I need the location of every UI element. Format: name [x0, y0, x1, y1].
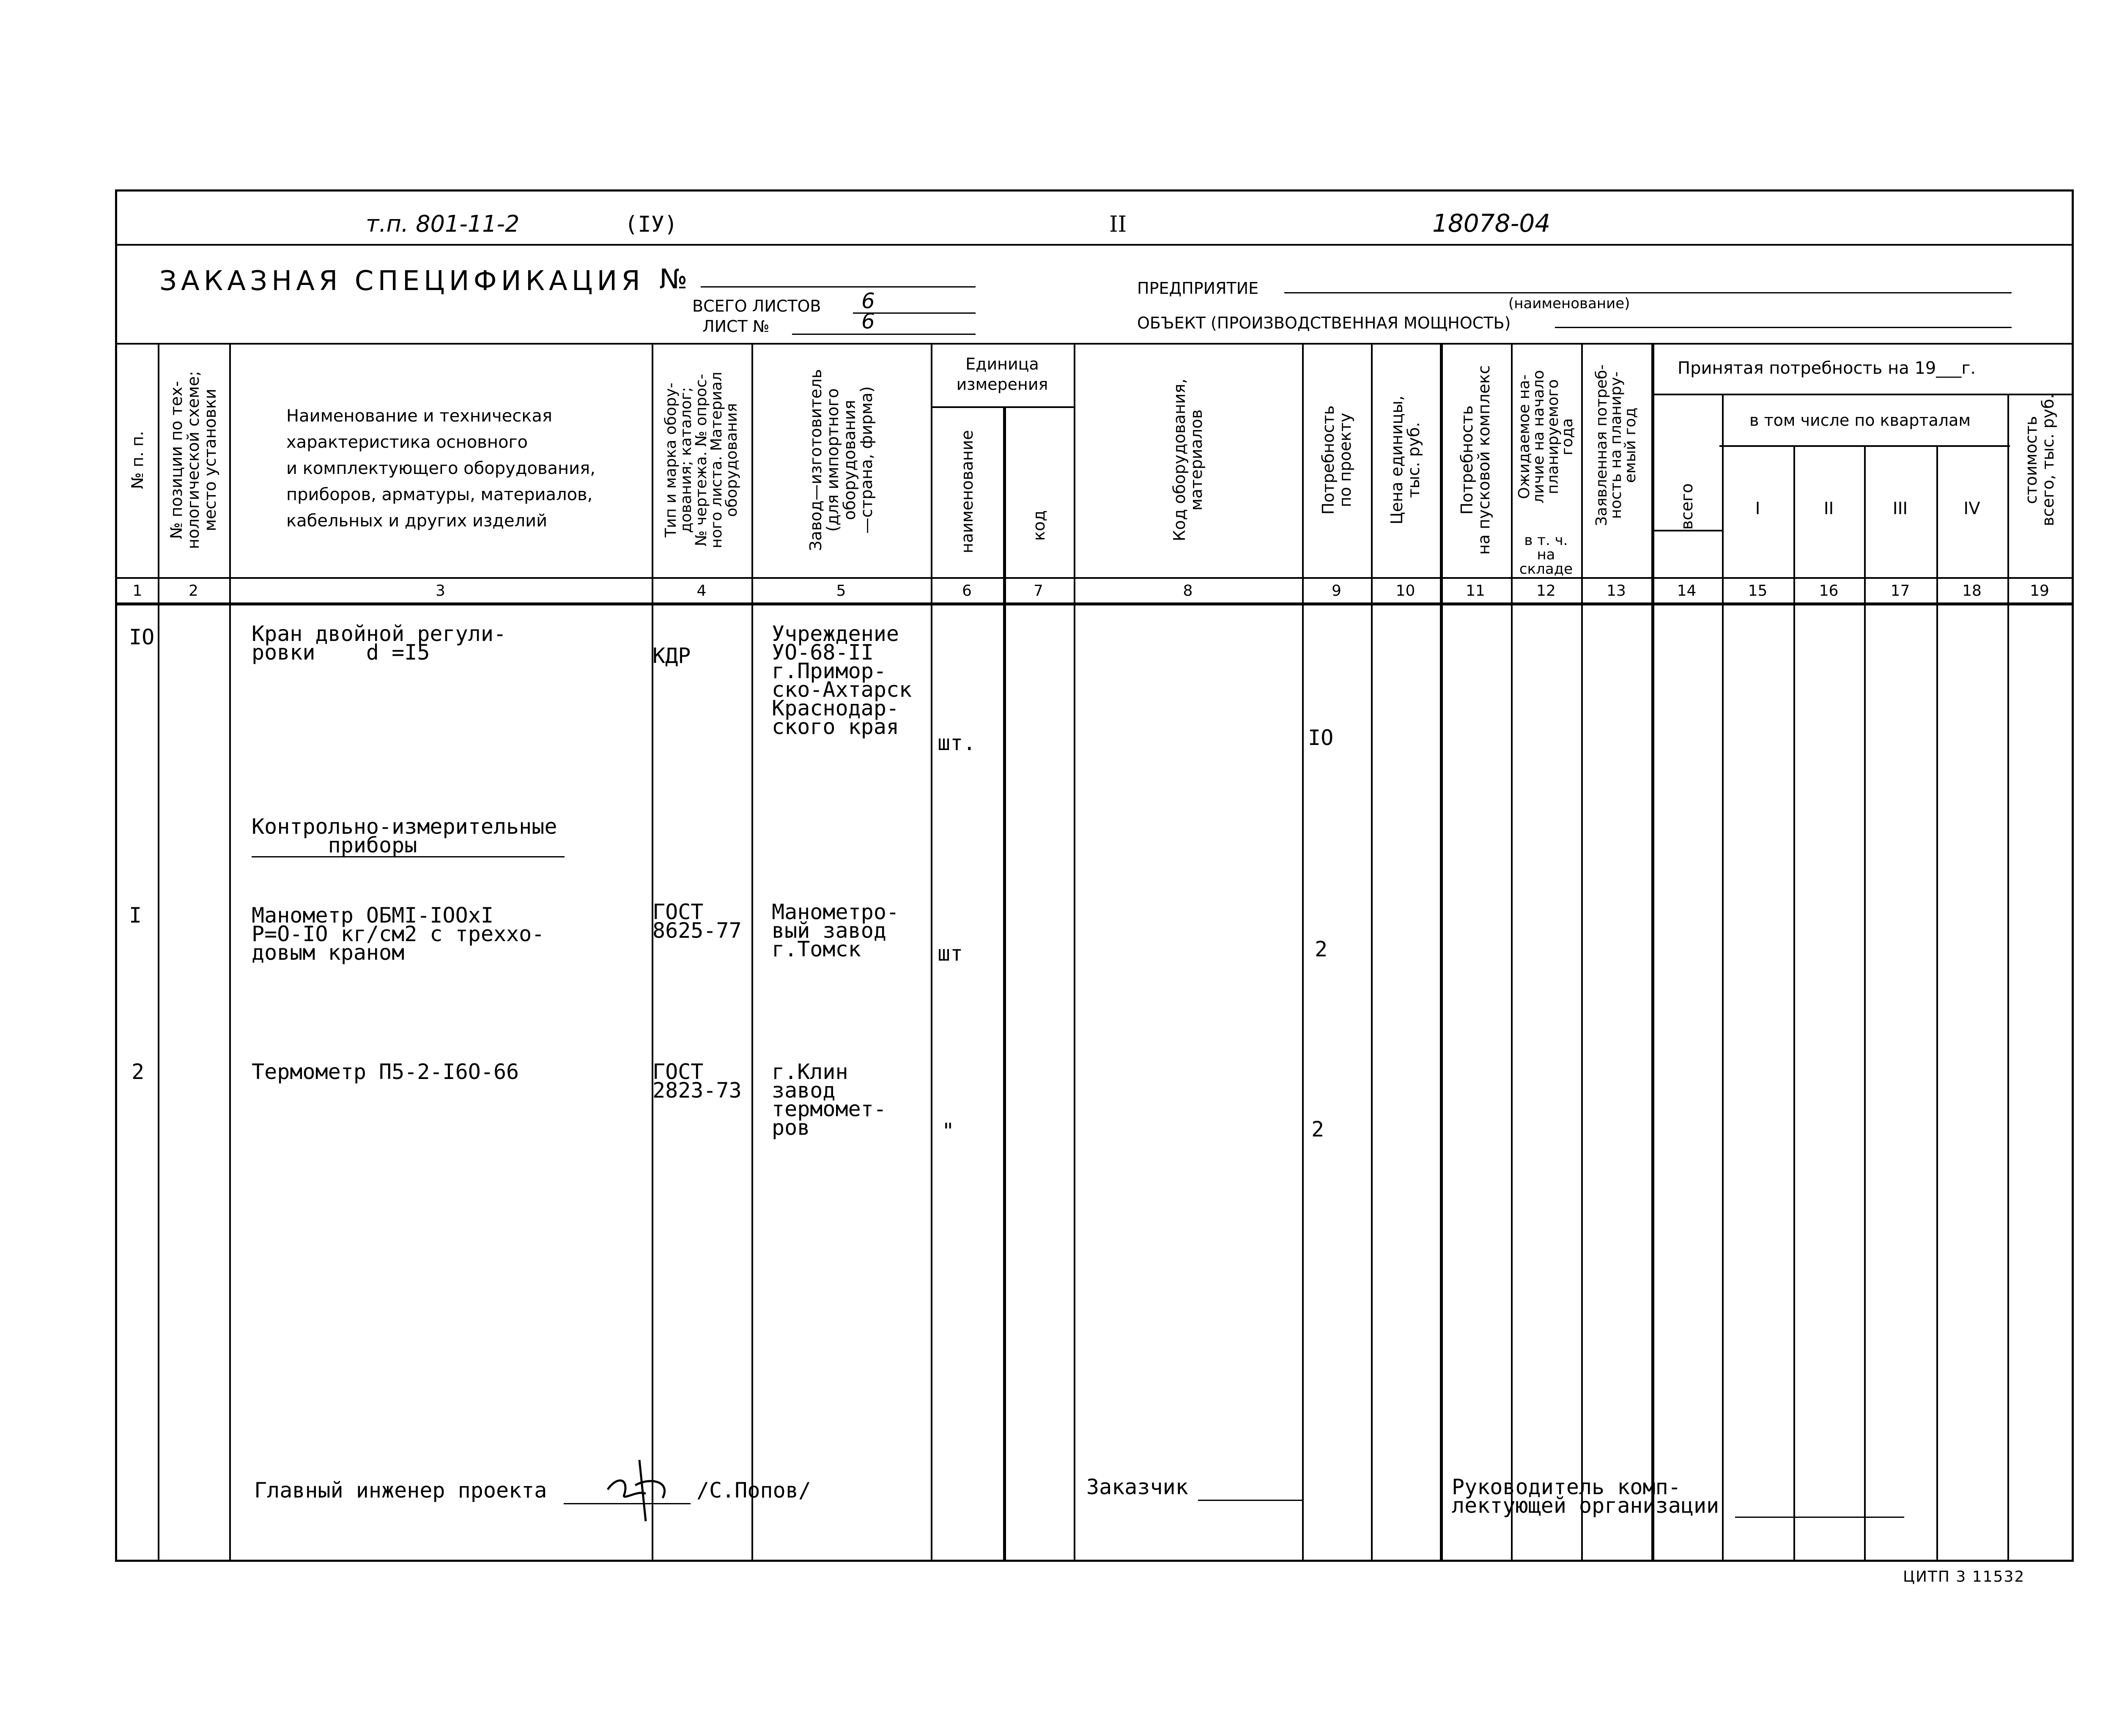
specification-form	[115, 189, 2074, 1562]
enterprise-label: ПРЕДПРИЯТИЕ	[1137, 279, 1259, 298]
total-sheets-label: ВСЕГО ЛИСТОВ	[692, 297, 821, 315]
header-cost: стоимость всего, тыс. руб.	[2022, 394, 2057, 526]
sheet-number-value: 6	[861, 309, 875, 334]
sheet-number-label: ЛИСТ №	[702, 317, 770, 336]
chief-engineer-name: /С.Попов/	[696, 1478, 811, 1503]
col-rule	[1581, 343, 1583, 1560]
header-in-warehouse: в т. ч. на складе	[1519, 532, 1573, 578]
organization-signature-line	[1735, 1517, 1904, 1518]
header-accepted-need: Принятая потребность на 19___г.	[1678, 359, 1976, 378]
row-rule	[117, 244, 2072, 246]
item-name: Термометр П5-2-I6O-66	[252, 1060, 519, 1084]
item-number: 2	[132, 1060, 145, 1084]
number-blank	[701, 286, 976, 288]
organization-head-label: Руководитель комп- лектующей организации	[1452, 1475, 1719, 1518]
row-rule	[117, 343, 2072, 345]
col-number: 13	[1607, 582, 1626, 600]
col-number: 5	[836, 582, 846, 600]
col-number: 14	[1677, 582, 1697, 600]
customer-label: Заказчик	[1086, 1475, 1188, 1499]
item-manufacturer: Манометро- вый завод г.Томск	[772, 900, 899, 961]
header-type: Тип и марка обору- дования; каталог; № чертежа. № опрос- ного листа. Материал оборудования	[662, 372, 740, 548]
col-rule	[1074, 343, 1075, 1560]
header-quarter-2: II	[1823, 499, 1834, 518]
total-sheets-value: 6	[861, 289, 875, 313]
col-rule	[931, 343, 932, 1560]
header-design-need: Потребность по проекту	[1319, 405, 1354, 515]
name-hint: (наименование)	[1508, 295, 1630, 312]
item-type: ГОСТ 2823-73	[652, 1060, 742, 1103]
project-number: т.п. 801-11-2	[366, 211, 520, 237]
item-manufacturer: Учреждение УО-68-II г.Примор- ско-Ахтарск Краснодар- ского края	[772, 622, 912, 739]
col-rule	[1511, 343, 1513, 1560]
col-number: 6	[962, 582, 972, 600]
signature-mark	[599, 1451, 684, 1523]
header-item-number: № п. п.	[128, 431, 147, 489]
row-rule	[117, 602, 2072, 605]
number-sign: №	[659, 264, 688, 295]
item-type: ГОСТ 8625-77	[652, 900, 742, 943]
col-rule	[652, 343, 653, 1560]
col-rule	[1936, 445, 1938, 1560]
print-stamp: ЦИТП 3 11532	[1903, 1568, 2025, 1585]
col-number: 2	[189, 582, 198, 600]
volume-label: (IУ)	[625, 212, 678, 237]
form-title: ЗАКАЗНАЯ СПЕЦИФИКАЦИЯ	[159, 266, 644, 297]
col-number: 15	[1748, 582, 1768, 600]
header-quarter-3: III	[1892, 499, 1908, 518]
object-label: ОБЪЕКТ (ПРОИЗВОДСТВЕННАЯ МОЩНОСТЬ)	[1137, 314, 1511, 332]
header-unit-price: Цена единицы, тыс. руб.	[1387, 395, 1423, 525]
header-total: всего	[1678, 483, 1696, 530]
item-manufacturer: г.Клин завод термомет- ров	[772, 1060, 886, 1140]
item-type: КДР	[652, 643, 691, 668]
header-quarter-1: I	[1755, 499, 1760, 518]
col-rule	[2007, 394, 2009, 1560]
item-number: I	[129, 903, 142, 928]
header-manufacturer: Завод—изготовитель (для импортного оборудования —страна, фирма)	[806, 369, 876, 551]
chief-engineer-label: Главный инженер проекта	[254, 1478, 547, 1503]
header-equipment-code: Код оборудования, материалов	[1170, 378, 1206, 542]
item-quantity: 2	[1311, 1117, 1324, 1142]
col-number: 19	[2030, 582, 2049, 600]
section-underline	[252, 856, 565, 857]
col-number: 7	[1034, 582, 1043, 600]
header-by-quarters: в том числе по кварталам	[1749, 411, 1971, 430]
col-rule	[1371, 343, 1373, 1560]
customer-signature-line	[1198, 1500, 1304, 1501]
item-unit: шт	[938, 941, 963, 966]
col-rule	[229, 343, 231, 1560]
col-rule	[1302, 343, 1304, 1560]
col-number: 4	[696, 582, 707, 600]
row-rule	[117, 577, 2072, 579]
col-rule	[1722, 394, 1724, 1560]
section-heading: Контрольно-измерительные приборы	[252, 814, 557, 857]
header-quarter-4: IV	[1963, 499, 1980, 518]
object-line	[1555, 327, 2012, 328]
header-name-line: кабельных и других изделий	[286, 511, 548, 531]
col-rule	[751, 343, 753, 1560]
enterprise-line	[1284, 292, 2012, 293]
col-rule	[158, 343, 159, 1560]
col-number: 8	[1183, 582, 1193, 600]
header-unit-code: код	[1030, 510, 1048, 541]
col-number: 3	[436, 582, 445, 600]
col-number: 10	[1395, 582, 1415, 600]
col-number: 17	[1890, 582, 1910, 600]
col-number: 18	[1962, 582, 1982, 600]
col-rule	[1793, 445, 1795, 1560]
header-name-line: приборов, арматуры, материалов,	[286, 485, 593, 504]
col-rule	[1003, 406, 1006, 1560]
document-code: 18078-04	[1432, 209, 1551, 238]
row-rule	[1652, 530, 1722, 531]
item-quantity: 2	[1315, 937, 1328, 961]
item-quantity: IO	[1308, 726, 1334, 750]
col-rule	[1651, 343, 1654, 1560]
sheet-number-line	[792, 334, 976, 335]
header-name-line: Наименование и техническая	[286, 406, 552, 426]
item-unit: шт.	[938, 731, 976, 755]
item-name: Кран двойной регули- ровки d =I5	[252, 622, 507, 665]
row-rule	[931, 406, 1074, 408]
header-name	[286, 403, 595, 534]
header-position: № позиции по тех- нологической схеме; место установки	[167, 371, 219, 549]
part-label: II	[1109, 212, 1127, 237]
item-name: Манометр ОБМI-IOOxI Р=О-IO кг/см2 с треххо- довым краном	[252, 903, 545, 965]
header-unit-name: наименование	[958, 430, 976, 553]
col-rule	[1864, 445, 1866, 1560]
item-number: IO	[129, 625, 155, 649]
header-expected-stock: Ожидаемое на- личие на начало планируемого года	[1516, 370, 1576, 504]
col-number: 11	[1466, 582, 1485, 600]
col-number: 12	[1536, 582, 1556, 600]
header-declared-need: Заявленная потреб- ность на планиру- емый год	[1593, 364, 1639, 526]
header-startup-need: Потребность на пусковой комплекс	[1458, 365, 1493, 555]
col-rule	[1440, 343, 1443, 1560]
header-name-line: характеристика основного	[286, 433, 528, 452]
col-number: 16	[1819, 582, 1839, 600]
col-number: 1	[132, 582, 143, 600]
item-unit: "	[942, 1119, 955, 1143]
header-unit: Единица измерения	[956, 355, 1048, 394]
header-name-line: и комплектующего оборудования,	[286, 459, 595, 478]
col-number: 9	[1332, 582, 1341, 600]
